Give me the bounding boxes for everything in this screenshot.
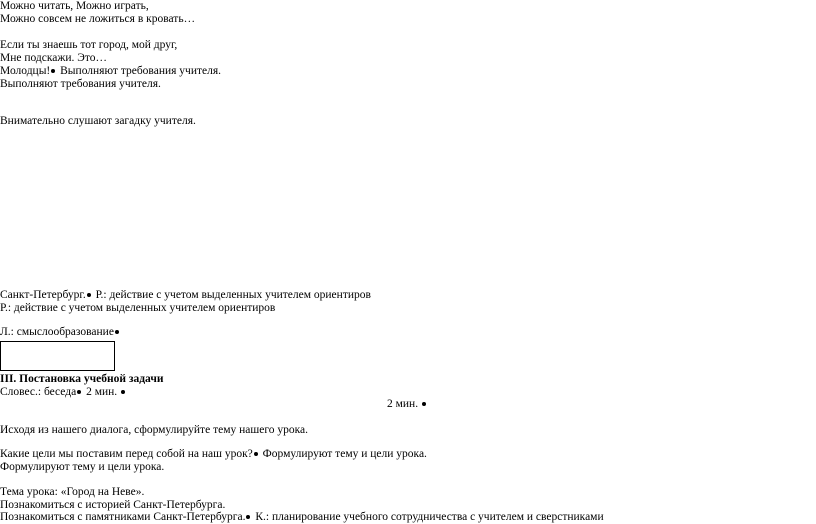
text-line xyxy=(0,65,221,78)
bullet-icon xyxy=(246,515,250,519)
text-fragment: Санкт-Петербург. xyxy=(0,289,86,301)
text-fragment: Л.: смыслообразование xyxy=(0,326,114,338)
text-fragment: Выполняют требования учителя. xyxy=(60,65,222,77)
text-line xyxy=(387,398,428,411)
bullet-icon xyxy=(115,330,119,334)
bullet-icon xyxy=(121,390,125,394)
text-fragment: Какие цели мы поставим перед собой на наш урок? xyxy=(0,448,253,460)
text-line xyxy=(0,326,121,339)
text-line: Можно совсем не ложиться в кровать… xyxy=(0,13,196,25)
text-line: Р.: действие с учетом выделенных учителем ориентиров xyxy=(0,302,276,314)
text-fragment: Молодцы! xyxy=(0,65,51,77)
text-line xyxy=(0,511,604,524)
text-fragment: 2 мин. xyxy=(387,398,419,410)
bullet-icon xyxy=(254,452,258,456)
bullet-icon xyxy=(51,69,55,73)
text-line: Мне подскажи. Это… xyxy=(0,52,107,64)
text-line xyxy=(0,448,427,461)
text-fragment: К.: планирование учебного сотрудничества с учителем и сверстниками xyxy=(255,511,604,523)
text-line: Формулируют тему и цели урока. xyxy=(0,461,165,473)
bullet-icon xyxy=(77,390,81,394)
text-fragment: 2 мин. xyxy=(86,386,118,398)
bullet-icon xyxy=(87,293,91,297)
text-line: Можно читать, Можно играть, xyxy=(0,0,149,12)
text-fragment: Познакомиться с памятниками Санкт-Петербурга. xyxy=(0,511,246,523)
text-line xyxy=(0,386,127,399)
text-line: Исходя из нашего диалога, сформулируйте тему нашего урока. xyxy=(0,424,309,436)
text-line: Тема урока: «Город на Неве». xyxy=(0,486,145,498)
section-heading: III. Постановка учебной задачи xyxy=(0,373,164,385)
text-line xyxy=(0,289,371,302)
text-line: Если ты знаешь тот город, мой друг, xyxy=(0,39,178,51)
text-line: Выполняют требования учителя. xyxy=(0,78,161,90)
text-fragment: Словес.: беседа xyxy=(0,386,77,398)
empty-frame xyxy=(0,341,115,371)
text-line: Внимательно слушают загадку учителя. xyxy=(0,115,196,127)
text-line: Познакомиться с историей Санкт-Петербурга. xyxy=(0,499,226,511)
bullet-icon xyxy=(422,402,426,406)
text-fragment: Формулируют тему и цели урока. xyxy=(262,448,427,460)
text-fragment: Р.: действие с учетом выделенных учителем ориентиров xyxy=(95,289,371,301)
